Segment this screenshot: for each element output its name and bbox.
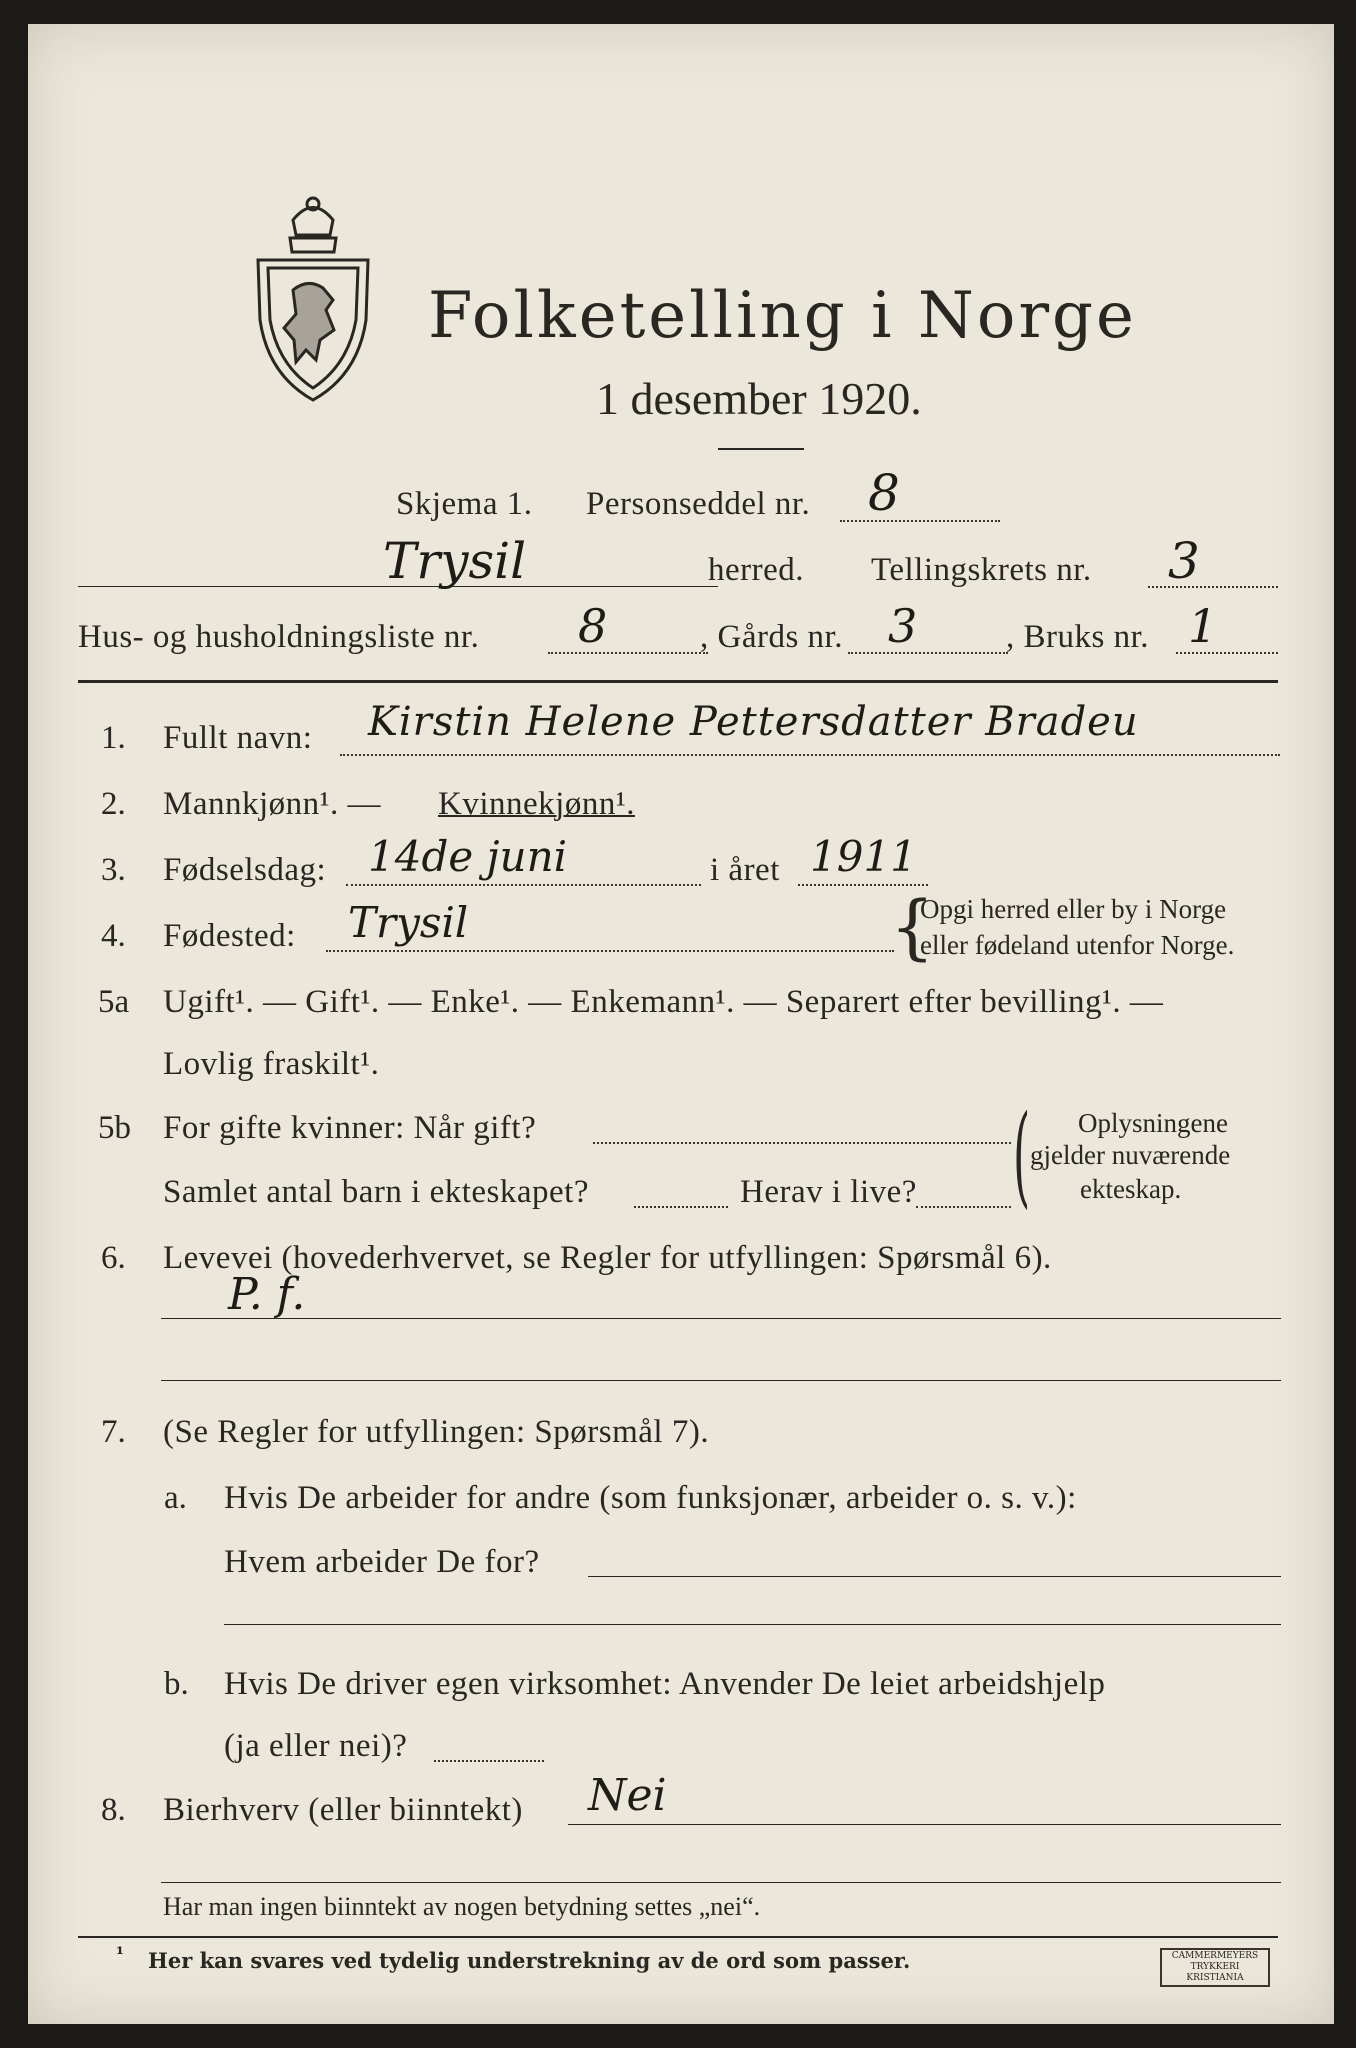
footnote: Her kan svares ved tydelig understrekning av de ord som passer.	[148, 1948, 911, 1973]
q1-line	[340, 754, 1280, 756]
coat-of-arms-icon	[238, 190, 388, 410]
bruks-label: , Bruks nr.	[1006, 619, 1150, 655]
q7b-line-2: (ja eller nei)?	[224, 1728, 408, 1764]
q8-number: 8.	[101, 1792, 126, 1828]
q5b-children-label: Samlet antal barn i ekteskapet?	[163, 1174, 590, 1210]
herred-value: Trysil	[383, 532, 527, 590]
q5b-note-3: ekteskap.	[1080, 1174, 1182, 1204]
form-title: Folketelling i Norge	[428, 279, 1137, 353]
q7a-line-2: Hvem arbeider De for?	[224, 1544, 540, 1580]
personseddel-value: 8	[868, 464, 900, 522]
q4-note-1: Opgi herred eller by i Norge	[920, 894, 1227, 924]
footnote-mark: ¹	[116, 1944, 124, 1965]
q5b-note-2: gjelder nuværende	[1030, 1140, 1231, 1170]
q4-line	[326, 950, 894, 952]
q7a-line-1: Hvis De arbeider for andre (som funksjonær, arbeider o. s. v.):	[224, 1480, 1077, 1516]
q5a-number: 5a	[98, 984, 130, 1020]
q2-number: 2.	[101, 786, 126, 822]
q6-line-2	[161, 1380, 1281, 1381]
q5b-line-1: For gifte kvinner: Når gift?	[163, 1110, 537, 1146]
q4-brace: {	[890, 886, 935, 968]
gards-label: , Gårds nr.	[700, 619, 843, 655]
q7b-line-1: Hvis De driver egen virksomhet: Anvender De leiet arbeidshjelp	[224, 1666, 1106, 1702]
q7a-line-answer	[588, 1576, 1281, 1577]
q1-label: Fullt navn:	[163, 720, 313, 756]
q8-line-extra	[161, 1882, 1281, 1883]
q7b-line-answer	[434, 1760, 544, 1762]
q5a-line-1: Ugift¹. — Gift¹. — Enke¹. — Enkemann¹. — Separert efter bevilling¹. —	[163, 984, 1164, 1020]
q2-male: Mannkjønn¹. —	[163, 786, 382, 822]
hus-line	[548, 652, 708, 654]
q5b-note-1: Oplysningene	[1078, 1108, 1228, 1138]
title-divider	[718, 448, 804, 450]
printer-stamp-line-2: KRISTIANIA	[1186, 1973, 1244, 1983]
gards-value: 3	[888, 599, 918, 653]
q7-number: 7.	[101, 1414, 126, 1450]
q3-value: 14de juni	[368, 832, 568, 881]
q5b-married-line	[593, 1142, 1011, 1144]
q6-line-1	[161, 1318, 1281, 1319]
personseddel-line	[840, 520, 1000, 522]
census-form	[28, 24, 1334, 2024]
q5b-alive-line	[916, 1206, 1011, 1208]
q8-value: Nei	[588, 1770, 667, 1821]
printer-stamp	[1160, 1948, 1270, 1987]
skjema-label: Skjema 1.	[396, 486, 533, 522]
herred-label: herred.	[708, 552, 805, 588]
q5a-line-2: Lovlig fraskilt¹.	[163, 1046, 380, 1082]
q2-female: Kvinnekjønn¹.	[438, 786, 635, 822]
tellingskrets-value: 3	[1168, 532, 1200, 590]
q5b-number: 5b	[98, 1110, 131, 1146]
q4-note-2: eller fødeland utenfor Norge.	[920, 930, 1235, 960]
q6-value: P. f.	[228, 1269, 306, 1320]
q3-year-value: 1911	[810, 832, 917, 881]
q7a-line-extra	[224, 1624, 1281, 1625]
tellingskrets-label: Tellingskrets nr.	[871, 552, 1092, 588]
q4-value: Trysil	[348, 898, 469, 947]
footer-note: Har man ingen biinntekt av nogen betydning settes „nei“.	[163, 1892, 761, 1921]
q3-year-label: i året	[710, 852, 780, 888]
q5b-children-line	[634, 1206, 728, 1208]
q7-label: (Se Regler for utfyllingen: Spørsmål 7).	[163, 1414, 710, 1450]
q1-number: 1.	[101, 720, 126, 756]
q3-label: Fødselsdag:	[163, 852, 327, 888]
q4-label: Fødested:	[163, 918, 296, 954]
q5b-alive-label: Herav i live?	[740, 1174, 917, 1210]
q8-line	[568, 1824, 1281, 1825]
q6-number: 6.	[101, 1240, 126, 1276]
q7b-number: b.	[164, 1666, 189, 1702]
hus-value: 8	[578, 599, 608, 653]
bruks-value: 1	[1188, 599, 1218, 653]
gards-line	[848, 652, 1008, 654]
q7a-number: a.	[164, 1480, 187, 1516]
q3-date-line	[346, 884, 701, 886]
hus-label: Hus- og husholdningsliste nr.	[78, 619, 480, 655]
header-divider	[78, 680, 1278, 683]
q3-number: 3.	[101, 852, 126, 888]
q6-label: Levevei (hovederhvervet, se Regler for utfyllingen: Spørsmål 6).	[163, 1240, 1052, 1276]
q5b-brace: (	[1013, 1091, 1031, 1219]
q8-label: Bierhverv (eller biinntekt)	[163, 1792, 523, 1828]
personseddel-label: Personseddel nr.	[586, 486, 811, 522]
q4-number: 4.	[101, 918, 126, 954]
q1-value: Kirstin Helene Pettersdatter Bradeu	[368, 699, 1139, 745]
form-date: 1 desember 1920.	[596, 373, 922, 424]
footer-divider	[78, 1936, 1278, 1938]
printer-stamp-line-1: CAMMERMEYERS TRYKKERI	[1171, 1951, 1259, 1972]
